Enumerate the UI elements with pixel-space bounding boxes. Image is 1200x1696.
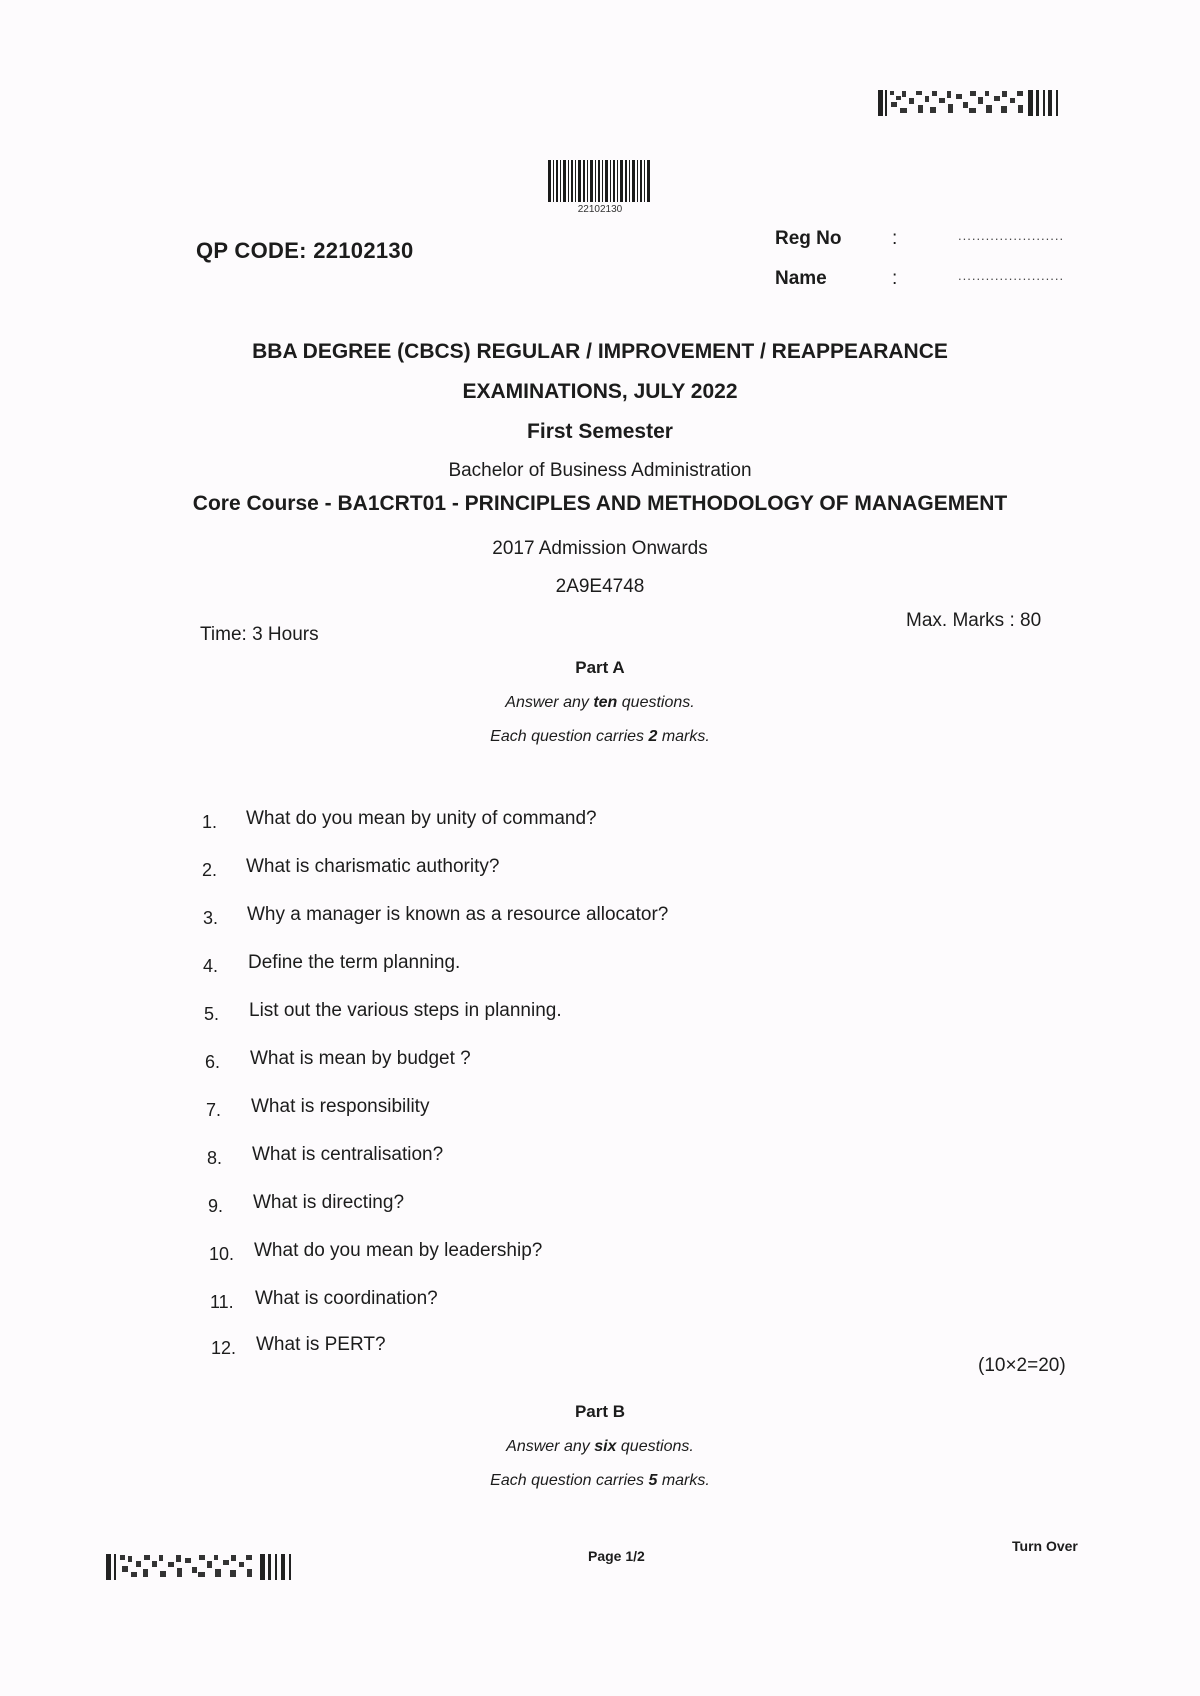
reg-no-field: ....................... (958, 228, 1065, 243)
part-b-title: Part B (574, 1402, 626, 1421)
barcode-top-right (878, 88, 1060, 118)
part-b-instruction-1: Answer any six questions. (506, 1438, 694, 1455)
question-text: Define the term planning. (248, 952, 461, 973)
question-number: 12. (211, 1338, 237, 1358)
part-a-instruction-2: Each question carries 2 marks. (490, 728, 710, 745)
part-a-title: Part A (575, 658, 625, 677)
question-number: 5. (204, 1004, 220, 1024)
question-text: What is charismatic authority? (246, 856, 500, 877)
name-colon: : (892, 268, 898, 289)
semester: First Semester (527, 420, 673, 443)
question-number: 1. (202, 812, 218, 832)
question-number: 10. (209, 1244, 235, 1264)
question-text: What is PERT? (256, 1334, 386, 1355)
question-number: 7. (206, 1100, 222, 1120)
paper-code: 2A9E4748 (555, 576, 645, 597)
part-b-instruction-2: Each question carries 5 marks. (490, 1472, 710, 1489)
question-text: What is centralisation? (252, 1144, 444, 1165)
program-name: Bachelor of Business Administration (448, 460, 752, 481)
max-marks: Max. Marks : 80 (906, 610, 1042, 631)
question-number: 4. (203, 956, 219, 976)
exam-title-line2: EXAMINATIONS, JULY 2022 (462, 380, 738, 403)
question-number: 11. (210, 1292, 234, 1312)
admission-note: 2017 Admission Onwards (492, 538, 708, 559)
question-number: 2. (202, 860, 218, 880)
question-text: What is directing? (253, 1192, 405, 1213)
reg-no-label: Reg No (775, 228, 842, 249)
exam-time: Time: 3 Hours (200, 624, 319, 645)
question-text: List out the various steps in planning. (249, 1000, 562, 1021)
barcode-center (548, 160, 652, 202)
name-field: ....................... (958, 268, 1065, 283)
question-text: What is responsibility (251, 1096, 430, 1117)
question-text: What is mean by budget ? (250, 1048, 471, 1069)
barcode-bottom-left (106, 1552, 294, 1582)
part-a-instruction-1: Answer any ten questions. (505, 694, 695, 711)
part-a-marks: (10×2=20) (978, 1355, 1066, 1376)
reg-no-colon: : (892, 228, 898, 249)
question-number: 9. (208, 1196, 224, 1216)
question-number: 8. (207, 1148, 223, 1168)
page-number: Page 1/2 (588, 1548, 645, 1564)
name-label: Name (775, 268, 827, 289)
question-number: 6. (205, 1052, 221, 1072)
turn-over-note: Turn Over (1012, 1538, 1078, 1554)
barcode-number: 22102130 (577, 204, 623, 215)
question-text: What do you mean by unity of command? (246, 808, 597, 829)
question-text: What is coordination? (255, 1288, 438, 1309)
question-text: What do you mean by leadership? (254, 1240, 543, 1261)
course-title: Core Course - BA1CRT01 - PRINCIPLES AND METHODOLOGY OF MANAGEMENT (192, 492, 1008, 515)
question-text: Why a manager is known as a resource allocator? (247, 904, 669, 925)
question-number: 3. (203, 908, 219, 928)
exam-title-line1: BBA DEGREE (CBCS) REGULAR / IMPROVEMENT / REAPPEARANCE (252, 340, 948, 363)
qp-code: QP CODE: 22102130 (196, 238, 414, 263)
